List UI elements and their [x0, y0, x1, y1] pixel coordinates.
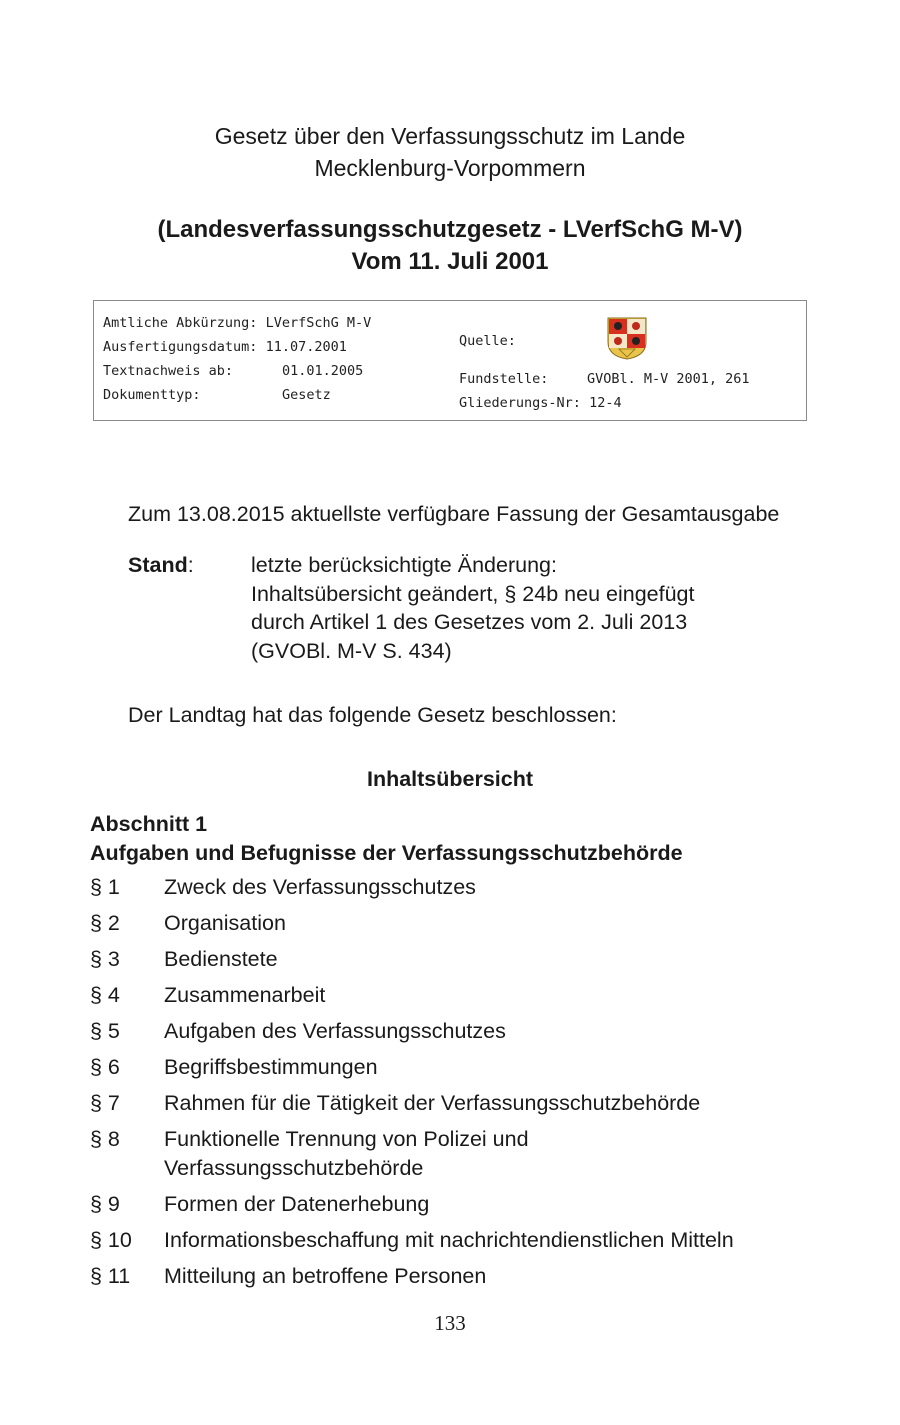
- meta-gliederung-label: Gliederungs-Nr:: [459, 395, 581, 411]
- toc-item: [90, 1190, 810, 1219]
- toc-item-number: § 7: [90, 1091, 120, 1115]
- toc-item-text: Bedienstete: [164, 947, 278, 971]
- stand-colon: :: [187, 553, 194, 577]
- toc-item: [90, 1125, 810, 1182]
- version-note: Zum 13.08.2015 aktuellste verfügbare Fassung der Gesamtausgabe: [128, 502, 780, 526]
- toc-title: Inhaltsübersicht: [366, 767, 534, 791]
- section-heading: [90, 810, 683, 867]
- toc-item-text: Rahmen für die Tätigkeit der Verfassungsschutzbehörde: [164, 1091, 701, 1115]
- toc-item: [90, 1226, 810, 1255]
- meta-abkuerzung-label: Amtliche Abkürzung:: [103, 315, 258, 331]
- stand-line-2: Inhaltsübersicht geändert, § 24b neu eingefügt: [251, 581, 695, 606]
- stand-line-1: letzte berücksichtigte Änderung:: [251, 553, 557, 577]
- toc-item-text-block: [164, 1125, 810, 1182]
- meta-abkuerzung: [103, 315, 371, 331]
- stand-text: [251, 551, 694, 665]
- meta-dokumenttyp-value: Gesetz: [282, 387, 331, 403]
- toc-item: [90, 873, 810, 902]
- toc-item-text: Begriffsbestimmungen: [164, 1055, 378, 1079]
- stand-line-3: durch Artikel 1 des Gesetzes vom 2. Juli 2013: [251, 610, 688, 634]
- toc-item: [90, 1053, 810, 1082]
- coat-of-arms-icon: [605, 316, 649, 360]
- meta-dokumenttyp-label: Dokumenttyp:: [103, 387, 201, 403]
- law-title: [0, 120, 900, 184]
- short-title: (Landesverfassungsschutzgesetz - LVerfSchG M-V): [157, 216, 743, 243]
- toc-list: [90, 873, 810, 1298]
- toc-item: [90, 909, 810, 938]
- toc-item-text: Zweck des Verfassungsschutzes: [164, 875, 476, 899]
- meta-quelle-label: Quelle:: [459, 333, 516, 349]
- toc-item-number: § 6: [90, 1055, 120, 1079]
- toc-item-text: Mitteilung an betroffene Personen: [164, 1263, 487, 1288]
- toc-item: [90, 1262, 810, 1291]
- toc-item-text: Aufgaben des Verfassungsschutzes: [164, 1019, 506, 1043]
- toc-item-number: § 10: [90, 1227, 132, 1252]
- meta-abkuerzung-value: LVerfSchG M-V: [265, 315, 372, 331]
- toc-item-text: Formen der Datenerhebung: [164, 1191, 430, 1216]
- stand-label: [128, 551, 194, 579]
- toc-item-text: Informationsbeschaffung mit nachrichtendienstlichen Mitteln: [164, 1227, 734, 1252]
- meta-fundstelle-value: GVOBl. M-V 2001, 261: [587, 371, 750, 387]
- meta-gliederung-value: 12-4: [589, 395, 622, 411]
- meta-ausfertigungsdatum: [103, 339, 347, 355]
- page-number: 133: [434, 1311, 466, 1335]
- section-title: Aufgaben und Befugnisse der Verfassungsschutzbehörde: [90, 840, 683, 865]
- meta-fundstelle-label: Fundstelle:: [459, 371, 549, 387]
- stand-line-4: (GVOBl. M-V S. 434): [251, 638, 452, 663]
- toc-item-number: § 1: [90, 875, 120, 899]
- meta-gliederung: [459, 395, 622, 411]
- meta-textnachweis-value: 01.01.2005: [282, 363, 364, 379]
- toc-item-number: § 5: [90, 1019, 120, 1043]
- toc-item: [90, 981, 810, 1010]
- law-subtitle: [0, 214, 900, 278]
- stand-label-text: Stand: [128, 553, 188, 577]
- law-title-line-2: Mecklenburg-Vorpommern: [314, 155, 586, 181]
- metadata-box: [93, 300, 807, 421]
- law-title-line-1: Gesetz über den Verfassungsschutz im Lande: [214, 123, 686, 149]
- toc-item-text: Zusammenarbeit: [164, 983, 326, 1007]
- toc-item-text: Organisation: [164, 911, 286, 935]
- toc-item-number: § 9: [90, 1191, 120, 1216]
- meta-ausfertigungsdatum-label: Ausfertigungsdatum:: [103, 339, 258, 355]
- toc-item: [90, 945, 810, 974]
- meta-ausfertigungsdatum-value: 11.07.2001: [265, 339, 347, 355]
- toc-item-number: § 8: [90, 1127, 120, 1151]
- enactment-clause: Der Landtag hat das folgende Gesetz beschlossen:: [128, 703, 617, 727]
- toc-item-number: § 4: [90, 983, 120, 1007]
- toc-item: [90, 1089, 810, 1118]
- toc-item: [90, 1017, 810, 1046]
- meta-textnachweis-label: Textnachweis ab:: [103, 363, 234, 379]
- toc-item-text: Funktionelle Trennung von Polizei und: [164, 1127, 529, 1151]
- toc-item-text-continued: Verfassungsschutzbehörde: [164, 1155, 424, 1180]
- toc-item-number: § 3: [90, 947, 120, 971]
- section-label: Abschnitt 1: [90, 812, 208, 836]
- law-date: Vom 11. Juli 2001: [351, 248, 549, 275]
- toc-item-number: § 2: [90, 911, 120, 935]
- toc-item-number: § 11: [90, 1263, 131, 1288]
